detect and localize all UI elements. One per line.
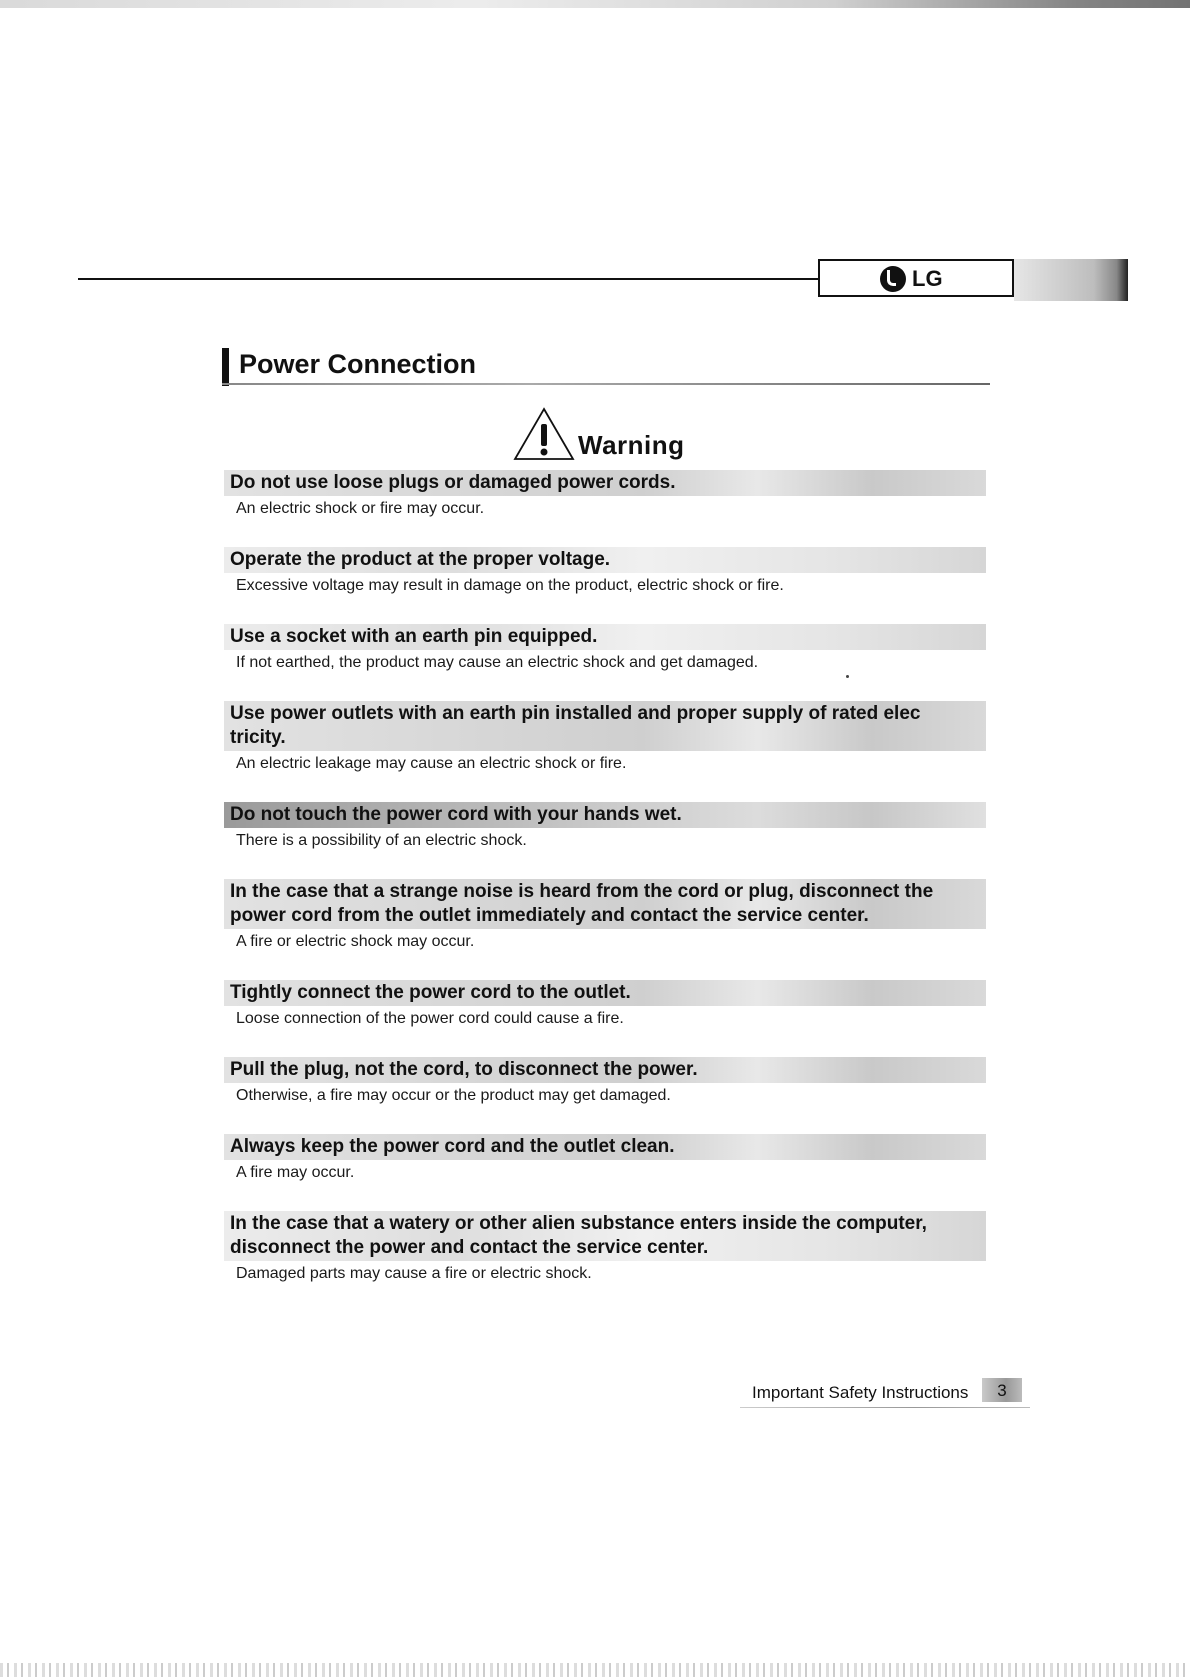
item-heading: Use power outlets with an earth pin installed and proper supply of rated elec tricity.: [224, 701, 986, 751]
list-item: [224, 547, 986, 597]
title-underline: [222, 383, 990, 385]
scan-edge-top: [0, 0, 1190, 8]
title-accent-bar: [222, 348, 229, 386]
list-item: [224, 1057, 986, 1107]
footer-section-label: Important Safety Instructions: [752, 1383, 969, 1402]
item-heading: Do not use loose plugs or damaged power cords.: [224, 470, 986, 496]
item-heading: In the case that a watery or other alien substance enters inside the computer, disconnect the power and contact the service center.: [224, 1211, 986, 1261]
item-heading: Use a socket with an earth pin equipped.: [224, 624, 986, 650]
list-item: [224, 879, 986, 953]
list-item: [224, 701, 986, 775]
list-item: [224, 470, 986, 520]
list-item: [224, 1211, 986, 1285]
item-body: Damaged parts may cause a fire or electric shock.: [236, 1265, 592, 1282]
page-footer: [740, 1380, 1030, 1408]
safety-items-list: [224, 470, 986, 1312]
item-heading: Tightly connect the power cord to the outlet.: [224, 980, 986, 1006]
item-heading: Pull the plug, not the cord, to disconnect the power.: [224, 1057, 986, 1083]
page-title: Power Connection: [239, 349, 477, 379]
scan-speck: [846, 675, 849, 678]
warning-triangle-icon: [512, 406, 576, 462]
item-heading: Do not touch the power cord with your hands wet.: [224, 802, 986, 828]
item-heading: Always keep the power cord and the outlet clean.: [224, 1134, 986, 1160]
page-number-tab: [982, 1378, 1022, 1402]
item-heading: Operate the product at the proper voltage.: [224, 547, 986, 573]
list-item: [224, 624, 986, 674]
page-number: 3: [997, 1381, 1007, 1400]
item-body: A fire may occur.: [236, 1164, 355, 1181]
item-body: There is a possibility of an electric shock.: [236, 832, 527, 849]
item-body: Loose connection of the power cord could cause a fire.: [236, 1010, 624, 1027]
item-body: Otherwise, a fire may occur or the product may get damaged.: [236, 1087, 671, 1104]
brand-name: LG: [912, 266, 943, 291]
brand-logo-box: [818, 259, 1014, 297]
list-item: [224, 1134, 986, 1184]
header-rule: [78, 278, 818, 280]
item-body: An electric leakage may cause an electric shock or fire.: [236, 755, 627, 772]
item-body: An electric shock or fire may occur.: [236, 500, 485, 517]
list-item: [224, 980, 986, 1030]
scan-edge-bottom: [0, 1663, 1190, 1677]
warning-header: [512, 404, 712, 464]
list-item: [224, 802, 986, 852]
header-tab-decoration: [1014, 259, 1128, 301]
footer-rule: [740, 1407, 1030, 1408]
item-body: If not earthed, the product may cause an electric shock and get damaged.: [236, 654, 759, 671]
lg-face-logo-icon: [880, 266, 906, 292]
warning-label: Warning: [578, 430, 685, 460]
item-body: Excessive voltage may result in damage on the product, electric shock or fire.: [236, 577, 784, 594]
item-body: A fire or electric shock may occur.: [236, 933, 475, 950]
item-heading: In the case that a strange noise is heard from the cord or plug, disconnect the power cord from the outlet immediately and contact the service center.: [224, 879, 986, 929]
